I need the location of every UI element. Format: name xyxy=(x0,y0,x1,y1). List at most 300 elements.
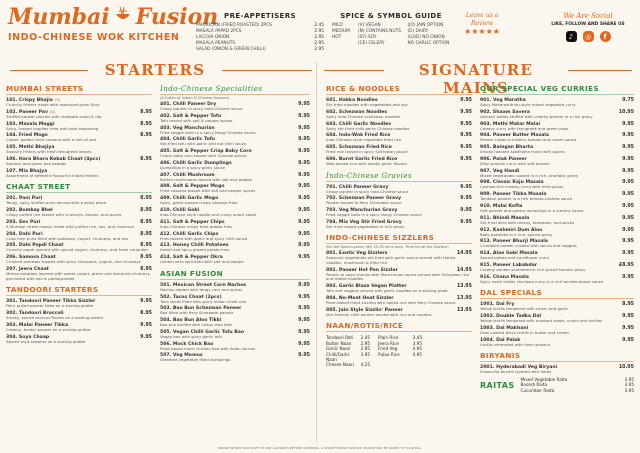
menu-item[interactable] xyxy=(326,145,472,155)
bread-price: 3.95 xyxy=(360,351,370,357)
menu-item-price: 9.95 xyxy=(298,113,310,119)
menu-item[interactable] xyxy=(480,157,634,167)
section-subtitle: (for the Spice Lovers! Min 25-30 mins prep. Time for all the Sizzlers) xyxy=(326,245,449,250)
section-title: BIRYANIS xyxy=(480,351,634,362)
item-name: MASALA PAPAD 2PCS xyxy=(196,29,242,34)
menu-item[interactable] xyxy=(6,243,152,253)
menu-item-price: 9.95 xyxy=(622,180,634,186)
raita-item xyxy=(521,388,634,393)
menu-item[interactable] xyxy=(326,296,472,306)
menu-item-price: 9.95 xyxy=(298,341,310,347)
menu-item[interactable] xyxy=(6,133,152,143)
menu-item[interactable] xyxy=(326,110,472,120)
menu-item-name: 201. Pani Puri xyxy=(6,196,43,202)
menu-item-price: 9.95 xyxy=(460,208,472,214)
menu-item-description: Spicy Indo-Chinese schezwan noodles xyxy=(326,113,400,119)
menu-item[interactable] xyxy=(6,255,152,265)
item-price: 2.95 xyxy=(314,29,324,34)
menu-item-description: Tangy, spicy stuffed puris served with a zesty piece xyxy=(6,200,107,206)
menu-item-name: 908. Classic Kaju Masala xyxy=(480,180,544,186)
menu-item-description: Crispy paneer in spicy Indo-Chinese sauce xyxy=(160,106,243,111)
menu-item[interactable] xyxy=(480,122,634,132)
menu-item-name: 401. Chilli Paneer Dry xyxy=(160,102,217,107)
menu-item-description: Spicy stir-fried chilli garlic Chinese noodles xyxy=(326,125,410,131)
spice-guide-box xyxy=(332,12,450,47)
section-title: ASIAN FUSION xyxy=(160,269,310,280)
menu-item[interactable] xyxy=(160,243,310,253)
menu-item-name: 202. Bombay Bhel xyxy=(6,208,53,214)
menu-item-description: Creamy paneer simmered in rich spiced tomato gravy xyxy=(480,266,586,272)
menu-item-description: Creamy curry with fenugreek and green peas xyxy=(480,125,569,131)
menu-item[interactable] xyxy=(6,267,152,281)
menu-item[interactable] xyxy=(160,295,310,305)
section-title: Indo-Chinese Gravies xyxy=(326,171,472,182)
menu-item-name: 606. Burnt Garlic Fried Rice xyxy=(326,156,398,162)
raita-name: Mixed Vegetable Raita xyxy=(520,377,568,383)
menu-item[interactable] xyxy=(160,353,310,363)
raita-list xyxy=(521,377,634,394)
menu-item-price: 9.95 xyxy=(140,322,152,328)
menu-item[interactable] xyxy=(6,98,152,108)
menu-item[interactable] xyxy=(6,157,152,167)
menu-item-name: 304. Soya Chaap xyxy=(6,334,50,340)
menu-item-name: 405. Salt & Pepper Crisp Baby Corn xyxy=(160,149,252,155)
menu-item[interactable] xyxy=(480,204,634,214)
menu-item[interactable] xyxy=(480,145,634,155)
menu-item-price: 9.95 xyxy=(460,145,472,151)
column-indo-chinese xyxy=(160,80,310,365)
menu-item-price: 9.95 xyxy=(298,102,310,107)
menu-item-description: Slow-cooked black lentils in butter and cream xyxy=(480,329,569,335)
section-title: MUMBAI STREETS xyxy=(6,84,152,95)
menu-item-name: 801. Exotic Veg Sizzlers xyxy=(326,251,388,257)
menu-item-name: 301. Tandoori Paneer Tikka Sizzler xyxy=(6,299,96,305)
menu-item-description: Plant-based meat sizzling with hakka rice with fiery Chinese sauce xyxy=(326,299,456,305)
column-veg-curries xyxy=(480,80,634,394)
menu-item[interactable] xyxy=(326,122,472,132)
bread-name: Plain Rice xyxy=(378,335,399,341)
social-subtitle: LIKE, FOLLOW AND SHARE US xyxy=(551,22,625,27)
signature-mains-title: SIGNATURE MAINS xyxy=(418,61,534,97)
menu-item-price: 9.95 xyxy=(622,274,634,280)
menu-item-price: 8.95 xyxy=(140,255,152,261)
menu-item-description: Golden okra sprinkled with salt and pepper xyxy=(160,259,245,265)
bread-name: Jeera Rice xyxy=(378,340,399,346)
menu-item-price: 8.95 xyxy=(140,196,152,202)
bread-price: 2.95 xyxy=(360,340,370,346)
menu-item-description: Paneer cubes in buttery tomato and cream sauce xyxy=(480,137,577,143)
menu-item-description: Indo-Chinese crispy fried potato fries xyxy=(160,223,233,229)
menu-item[interactable] xyxy=(326,308,472,318)
menu-item-price: 9.95 xyxy=(622,145,634,151)
menu-item-name: 1003. Dal Makhani xyxy=(480,325,529,331)
menu-item-price: 9.95 xyxy=(298,125,310,131)
menu-item-description: Smoky, spiced broccoli florets on a sizzling platter xyxy=(6,314,104,320)
menu-item-price: 9.95 xyxy=(298,318,310,324)
section-title: CHAAT STREET xyxy=(6,182,152,193)
menu-item[interactable] xyxy=(326,133,472,143)
column-divider xyxy=(316,62,317,442)
menu-item[interactable] xyxy=(326,196,472,206)
menu-item-price: 9.95 xyxy=(298,282,310,288)
menu-item-name: 507. Veg Momos xyxy=(160,353,203,359)
menu-item[interactable] xyxy=(480,314,634,324)
menu-item-price: £8.95 xyxy=(618,262,634,268)
social-title: We Are Social xyxy=(563,12,613,20)
menu-item-name: 105. Methi Bhajiya xyxy=(6,145,55,151)
menu-item-description: Baby potatoes in a rich, spiced gravy xyxy=(480,231,553,237)
menu-item-price: 9.95 xyxy=(298,219,310,225)
menu-item-description: Fried rice tossed in spicy Schezwan sauce xyxy=(326,149,408,155)
menu-item[interactable] xyxy=(480,275,634,285)
divider xyxy=(10,70,88,71)
menu-item-name: 605. Schezwan Fried Rice xyxy=(326,145,392,151)
menu-item[interactable] xyxy=(326,268,472,282)
menu-item-name: 805. Jain Style Sizzlin' Paneer xyxy=(326,307,403,313)
spice-guide-entry: (D) DAIRY xyxy=(407,29,429,34)
menu-item-price: 9.95 xyxy=(298,329,310,335)
menu-item-description: Crisp mini puris filled with potatoes, yogurt, chutneys, and sev xyxy=(6,235,129,241)
menu-item-price: 9.95 xyxy=(460,121,472,127)
bread-name: Tandoori Roti xyxy=(326,335,354,341)
menu-item-name: 1004. Dal Palak xyxy=(480,337,521,343)
tiktok-icon[interactable]: ♪ xyxy=(566,31,577,42)
starters-title: STARTERS xyxy=(104,61,206,79)
menu-item-name: 911. Bhindi Masala xyxy=(480,215,530,221)
menu-item[interactable] xyxy=(480,180,634,190)
column-rice-noodles xyxy=(326,80,472,368)
menu-item-name: 505. Vegan Chilli Garlic Tofu Bao xyxy=(160,329,245,335)
menu-item[interactable] xyxy=(480,228,634,238)
menu-item[interactable] xyxy=(160,208,310,218)
menu-item-description: Lentils simmered with fresh spinach xyxy=(480,341,551,347)
menu-item-name: 902. Shaam Savera xyxy=(480,109,530,115)
menu-item-price: 9.95 xyxy=(460,219,472,225)
bread-price: 4.95 xyxy=(412,346,422,352)
menu-item-name: 901. Veg Maratha xyxy=(480,98,526,103)
bread-item xyxy=(326,362,370,367)
divider xyxy=(568,70,632,71)
raita-name: Boondi Raita xyxy=(520,382,548,388)
menu-item-price: 9.95 xyxy=(622,227,634,233)
menu-item-price: 9.95 xyxy=(460,133,472,139)
item-name: LACCHA ONION xyxy=(196,35,230,40)
menu-item-name: 102. Paneer Pav (D) xyxy=(6,109,56,115)
raita-price: 3.95 xyxy=(624,377,634,383)
menu-item[interactable] xyxy=(6,311,152,321)
menu-item[interactable] xyxy=(6,110,152,120)
menu-item-price: 9.95 xyxy=(298,294,310,300)
bread-name: Pulao Rice xyxy=(378,351,400,357)
menu-item-name: 207. Jeera Chaat xyxy=(6,266,49,272)
brand-name-right: Fusion xyxy=(135,4,219,30)
menu-item-description: Spicy, tossed noodles fried with bold seasoning xyxy=(6,125,99,131)
menu-item[interactable] xyxy=(6,220,152,230)
menu-item-description: Paneer tossed in fiery Schezwan sauce xyxy=(326,200,402,206)
menu-item-description: Seasonal vegetables stir-fried with garlic sauce served with Hakka noodles, mushroom & fried rice xyxy=(326,255,456,266)
menu-item-description: Vegan bao with spicy garlic tofu xyxy=(160,333,223,339)
menu-item-description: Sweet and spicy glazed potato fries xyxy=(160,247,230,253)
menu-item[interactable] xyxy=(326,185,472,195)
menu-item-price: 9.95 xyxy=(622,204,634,210)
menu-item[interactable] xyxy=(160,342,310,352)
menu-item-price: 9.95 xyxy=(622,168,634,174)
menu-item[interactable] xyxy=(480,239,634,249)
menu-item[interactable] xyxy=(480,365,634,375)
menu-item-name: 910. Malai Kofta xyxy=(480,204,523,210)
menu-item-price: 8.95 xyxy=(140,208,152,214)
menu-item[interactable] xyxy=(480,192,634,202)
instagram-icon[interactable]: ◎ xyxy=(583,31,594,42)
star-rating-icon: ★★★★★ xyxy=(464,27,500,36)
menu-item-description: Smoky roasted aubergine mash with spices xyxy=(480,149,565,155)
menu-item-description: Plant-based mock chicken bao with Asian sauces xyxy=(160,345,256,351)
menu-item-description: Mohan potatoes layered with sweet yogurt, green and tamarind chutneys, garnished with sev & pomegranate xyxy=(6,270,151,281)
menu-item-name: 407. Chilli Mushroom xyxy=(160,172,215,178)
menu-item-name: 803. Garlic Blaze Vegan Platter xyxy=(326,284,407,290)
pre-appetisers-box xyxy=(196,12,324,53)
section-title: TANDOORI STARTERS xyxy=(6,285,152,296)
menu-item-description: Classic golden fried cassava with a hint of salt xyxy=(6,137,97,143)
menu-item[interactable] xyxy=(160,232,310,242)
menu-item-description: Crunchy fritters made with seasoned gram flour xyxy=(6,102,100,107)
menu-item-description: Savoury fritters with fresh fenugreek leaves xyxy=(6,149,92,155)
menu-item-description: Spicy Maharashtrian-style mixed vegetable curry xyxy=(480,102,576,107)
menu-item-name: 602. Schezwan Noodles xyxy=(326,109,388,115)
menu-item[interactable] xyxy=(6,232,152,242)
menu-item[interactable] xyxy=(160,220,310,230)
facebook-icon[interactable]: f xyxy=(600,31,611,42)
diet-tag: (D) xyxy=(49,109,56,114)
bread-price: 2.95 xyxy=(360,346,370,352)
bread-name: Fried Veg xyxy=(378,346,398,352)
menu-item-description: Stir-fried noodles with vegetables and soy xyxy=(326,102,408,107)
menu-item-description: Yellow lentils tempered with mustard seeds, cumin and chillies xyxy=(480,318,603,324)
menu-item-name: 702. Schezwan Paneer Gravy xyxy=(326,196,402,202)
menu-item-description: Tofu and veggies served with garlic noodles on a sizzling plate xyxy=(326,288,448,294)
menu-item-name: 904. Paneer Butter Masala xyxy=(480,133,549,139)
menu-item[interactable] xyxy=(160,255,310,265)
menu-item[interactable] xyxy=(326,98,472,108)
item-name: SALAD (ONION & GREEN CHILLI) xyxy=(196,47,266,52)
menu-item-description: Soft paneer and potato dumplings in a creamy sauce xyxy=(480,208,584,214)
menu-item[interactable] xyxy=(6,169,152,179)
menu-item[interactable] xyxy=(326,157,472,167)
menu-item[interactable] xyxy=(160,283,310,293)
menu-item[interactable] xyxy=(160,114,310,124)
menu-item-price: 9.95 xyxy=(298,353,310,359)
menu-item-name: 404. Chilli Garlic Tofu xyxy=(160,137,216,143)
menu-item[interactable] xyxy=(160,184,310,194)
menu-item-name: 412. Chilli Garlic Chips xyxy=(160,231,219,237)
menu-item-description: Assortment of different flavourful Indian fritters xyxy=(6,172,99,178)
menu-item-description: Stir fried mixed vegetables in rich gravy xyxy=(326,223,405,229)
menu-item-name: 1001. Dal Fry xyxy=(480,302,515,308)
menu-item[interactable] xyxy=(160,126,310,136)
menu-item[interactable] xyxy=(480,110,634,120)
section-title: RAITAS xyxy=(480,381,515,391)
menu-item-price: 8.95 xyxy=(140,133,152,139)
spice-guide-entry: (GOD) NO ONION xyxy=(407,35,445,40)
menu-item-description: Button mushrooms tossed with salt and pepper xyxy=(160,176,253,182)
section-subtitle: (A fusion of Indian & Chinese flavours) xyxy=(160,96,230,100)
menu-item-name: 704. Mix Veg Stir Fried Gravy xyxy=(326,219,402,225)
menu-item-price: 13.95 xyxy=(456,284,472,290)
menu-item[interactable] xyxy=(6,208,152,218)
menu-item[interactable] xyxy=(480,216,634,226)
menu-item-price: 9.95 xyxy=(298,137,310,143)
naan-column xyxy=(326,335,370,367)
review-callout[interactable] xyxy=(458,12,506,36)
spice-guide-entry: HOT xyxy=(332,35,342,40)
menu-item-name: 107. Mix Bhajya xyxy=(6,168,48,174)
menu-item-name: 701. Chilli Paneer Gravy xyxy=(326,184,389,190)
menu-item-price: 14.95 xyxy=(456,267,472,273)
menu-item[interactable] xyxy=(480,263,634,273)
menu-item[interactable] xyxy=(480,326,634,336)
menu-item[interactable] xyxy=(326,284,472,294)
menu-item-price: 9.95 xyxy=(460,196,472,202)
menu-item-price: 9.95 xyxy=(622,192,634,198)
menu-item-price: 9.95 xyxy=(460,156,472,162)
menu-item[interactable] xyxy=(160,137,310,147)
menu-item[interactable] xyxy=(160,149,310,159)
menu-item[interactable] xyxy=(480,302,634,312)
menu-item-description: Stir-fried tofu with garlic and hot chilli sauce xyxy=(160,141,247,147)
menu-item-price: 10.95 xyxy=(618,365,634,371)
menu-item-name: 802. Paneer Hot Pan Sizzler xyxy=(326,267,398,273)
menu-item[interactable] xyxy=(6,196,152,206)
menu-item-description: Crumbled paneer cooked with spices and veggies xyxy=(480,243,577,249)
menu-item[interactable] xyxy=(480,98,634,108)
menu-item-description: Spicy north Indian chickpea curry in a rich tomato-based sauce xyxy=(480,278,604,284)
menu-item[interactable] xyxy=(480,133,634,143)
menu-item-name: 413. Honey Chilli Potatoes xyxy=(160,243,229,249)
menu-item-price: 8.95 xyxy=(140,121,152,127)
menu-item-name: 903. Methi Matar Malai xyxy=(480,121,541,127)
menu-item-name: 408. Salt & Pepper Mogo xyxy=(160,184,225,190)
menu-item-description: Spinach and green pea kebabs xyxy=(6,160,67,166)
menu-item-name: 411. Salt & Pepper Chips xyxy=(160,219,225,225)
menu-item-description: Dumplings in a spicy garlic sauce xyxy=(160,164,226,170)
menu-item[interactable] xyxy=(6,323,152,333)
menu-item-description: Silky spinach curry with soft paneer xyxy=(480,160,550,166)
menu-item[interactable] xyxy=(480,251,634,261)
menu-item-description: Steamed vegetable filled dumplings xyxy=(160,357,231,363)
spice-guide-entry: MEDIUM xyxy=(332,29,350,34)
menu-item[interactable] xyxy=(326,251,472,265)
social-box xyxy=(540,12,636,42)
menu-item-price: 9.95 xyxy=(622,325,634,331)
menu-item-description: Indo-Chinese style vegetable fried rice xyxy=(326,137,402,143)
menu-item-description: Jain-friendly chilli paneer served with rice and noodles xyxy=(326,311,432,317)
menu-item-name: 205. Dahi Papdi Chaat xyxy=(6,243,64,249)
review-text: Leave us a Review xyxy=(465,12,499,27)
spice-guide-title: SPICE & SYMBOL GUIDE xyxy=(340,12,442,20)
menu-item[interactable] xyxy=(160,102,310,112)
item-name: MASALA PEANUTS xyxy=(196,41,236,46)
menu-item-price: 9.95 xyxy=(460,184,472,190)
menu-item-description: Tofu tossed with salt & pepper spices xyxy=(160,117,233,123)
bread-name: Garlic Naan xyxy=(326,346,351,352)
menu-item[interactable] xyxy=(6,145,152,155)
menu-item-name: 106. Hara Bhara Kebab Chaat (4pcs) xyxy=(6,156,101,162)
menu-item-description: A Mumbai street classic made with puffed rice, sev, and chutneys xyxy=(6,223,135,229)
menu-item[interactable] xyxy=(480,169,634,179)
menu-item[interactable] xyxy=(326,208,472,218)
section-title: OUR SPECIAL VEG CURRIES xyxy=(480,84,634,95)
menu-item[interactable] xyxy=(160,173,310,183)
menu-item-description: Wok-tossed rice with smoky garlic flavour xyxy=(326,160,408,166)
menu-item-description: Creamy, tender paneer on a sizzling platter xyxy=(6,326,91,332)
menu-item[interactable] xyxy=(160,196,310,206)
menu-item-name: 302. Tandoori Broccoli xyxy=(6,310,64,316)
menu-item[interactable] xyxy=(160,161,310,171)
menu-item-price: 8.95 xyxy=(140,219,152,225)
menu-item-price: 9.95 xyxy=(298,243,310,249)
section-title: NAAN/ROTIS/RICE xyxy=(326,321,472,332)
menu-item-name: 303. Malai Paneer Tikka xyxy=(6,322,69,328)
menu-item-price: 9.95 xyxy=(622,156,634,162)
menu-item-description: Bao filled with fiery Schezwan paneer xyxy=(160,310,234,316)
menu-item[interactable] xyxy=(326,220,472,230)
menu-item-name: 906. Palak Paneer xyxy=(480,156,527,162)
menu-item-price: 9.95 xyxy=(298,231,310,237)
menu-item-description: Fried cassava tossed with salt and pepper spices xyxy=(160,188,256,194)
menu-item-description: Fries tossed with garlic and spicy chilli sauce xyxy=(160,235,248,241)
menu-item[interactable] xyxy=(6,299,152,309)
naan-column xyxy=(378,335,422,367)
menu-item-price: 13.95 xyxy=(456,295,472,301)
menu-item-description: Paneer or soya chunks with Manchurian sauce served with Schezwan rice and Hakka noodles xyxy=(326,271,470,282)
menu-item[interactable] xyxy=(480,338,634,348)
menu-item-price: 8.95 xyxy=(140,243,152,249)
menu-item[interactable] xyxy=(6,335,152,345)
menu-item-description: Fried veggie balls in a spicy tangy Chinese sauce xyxy=(160,129,256,135)
menu-item-name: 601. Hakka Noodles xyxy=(326,98,378,103)
menu-item[interactable] xyxy=(160,306,310,316)
spice-guide-entry: (V) VEGAN xyxy=(357,23,381,28)
menu-item-description: Tandoori paneer in a rich tomato-cashew sauce xyxy=(480,196,573,202)
menu-item-description: Mixed vegetables cooked in a rich, aromatic gravy xyxy=(480,172,579,178)
item-price: 2.45 xyxy=(314,23,324,28)
menu-item-name: 913. Paneer Bhurji Masala xyxy=(480,239,548,245)
menu-item[interactable] xyxy=(160,318,310,328)
menu-item-price: 8.95 xyxy=(622,302,634,308)
menu-item-price: 8.95 xyxy=(140,266,152,272)
menu-item-description: Fried veggie balls in a spicy tangy Chinese sauce xyxy=(326,212,422,218)
menu-item[interactable] xyxy=(160,330,310,340)
menu-item-description: Indo-Chinese style noodle and crispy snack salad xyxy=(160,212,256,218)
menu-item-price: 8.95 xyxy=(140,231,152,237)
menu-item-name: 905. Baingan Bharta xyxy=(480,145,534,151)
menu-item-name: 1002. Double Tadka Dal xyxy=(480,314,542,320)
menu-item-price: 9.95 xyxy=(298,149,310,155)
item-name: PARADORN (FRIED ROASTED) 2PCS xyxy=(196,23,272,28)
raitas-box xyxy=(480,377,634,394)
naan-list xyxy=(326,335,472,367)
menu-item-name: 103. Masala Maggi xyxy=(6,121,55,127)
spice-guide-entry: (JO) JAIN OPTION xyxy=(407,23,444,28)
menu-item-description: Nachos loaded with tangy corn and spices xyxy=(160,286,243,292)
allergy-footer: PLEASE INFORM OUR STAFF OF ANY ALLERGIES BEFORE ORDERING. A DISCRETIONARY SERVICE CHARGE MAY BE ADDED TO YOUR BILL. xyxy=(217,446,423,450)
spice-guide-entry: MILD xyxy=(332,23,343,28)
pre-appetiser-item xyxy=(196,47,324,53)
menu-item-price: 9.95 xyxy=(622,215,634,221)
menu-item-name: 406. Chilli Garlic Dumplings xyxy=(160,160,232,166)
menu-item[interactable] xyxy=(6,122,152,132)
menu-item-price: 9.95 xyxy=(298,172,310,178)
